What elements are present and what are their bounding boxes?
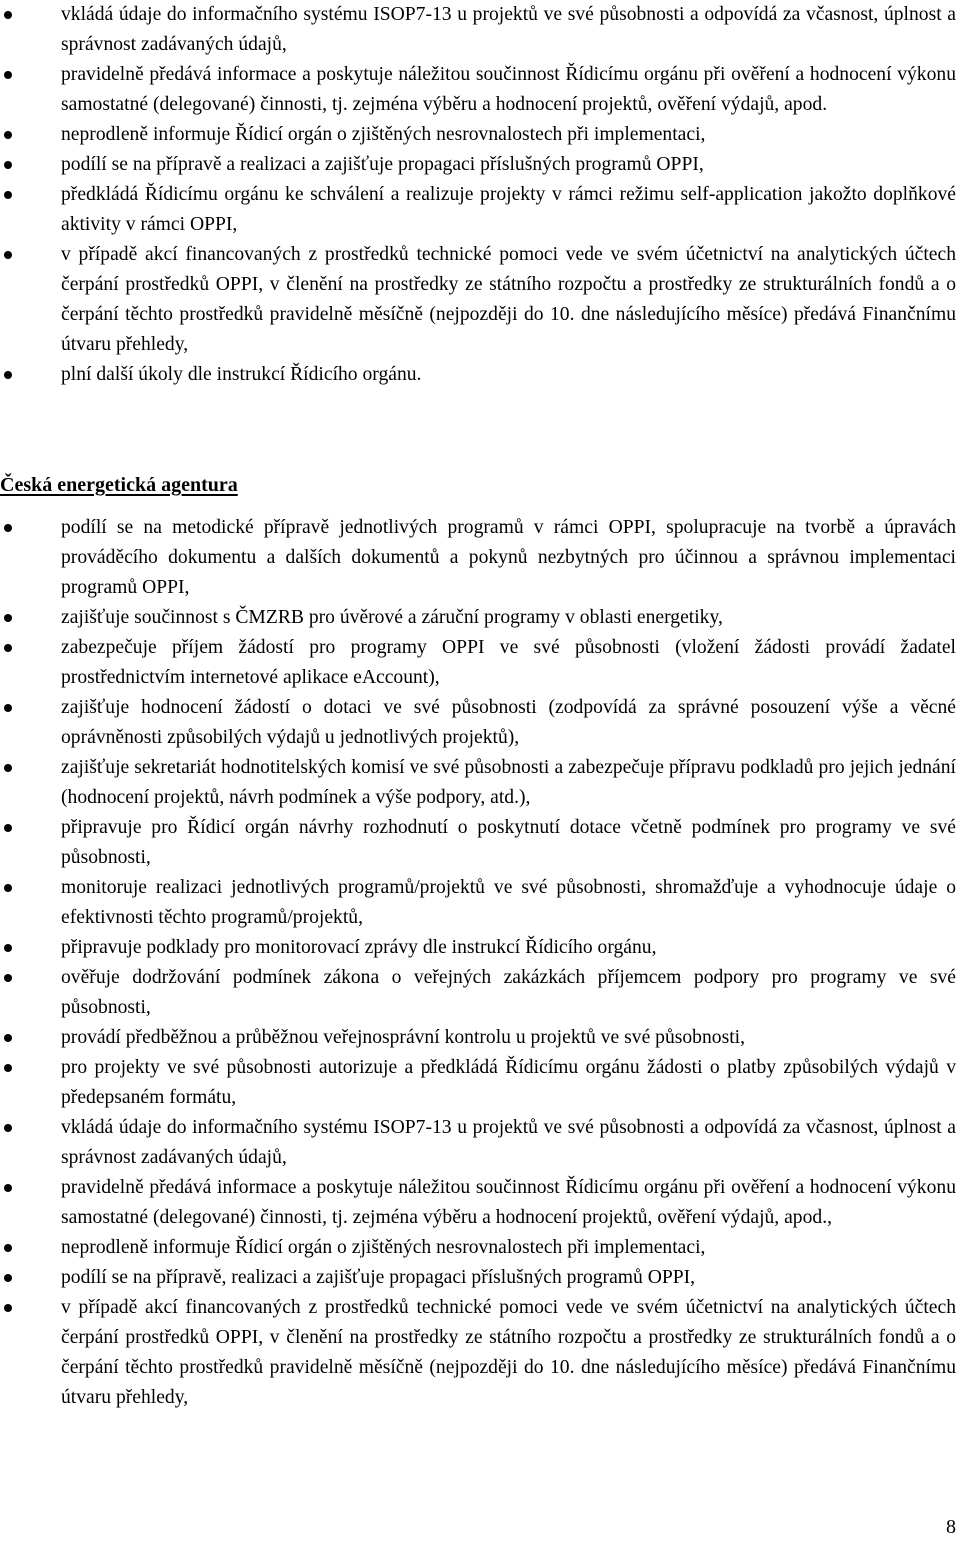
section-heading: Česká energetická agentura bbox=[0, 474, 238, 496]
list-item bbox=[0, 1173, 960, 1233]
list-item-text: podílí se na metodické přípravě jednotlivých programů v rámci OPPI, spolupracuje na tvorbě a úpravách prováděcího dokumentu a dalších dokumentů a pokynů nezbytných pro účinnou a správnou implementaci programů OPPI, bbox=[61, 517, 956, 598]
responsibilities-list-top bbox=[0, 0, 960, 390]
list-item bbox=[0, 513, 960, 603]
bullet-icon bbox=[4, 873, 14, 903]
list-item bbox=[0, 873, 960, 933]
list-item-text: pravidelně předává informace a poskytuje náležitou součinnost Řídicímu orgánu při ověření a hodnocení výkonu samostatné (delegované) činnosti, tj. zejména výběru a hodnocení projektů, ověření výdajů, apod. bbox=[61, 64, 956, 115]
list-item-text: pravidelně předává informace a poskytuje náležitou součinnost Řídicímu orgánu při ověření a hodnocení výkonu samostatné (delegované) činnosti, tj. zejména výběru a hodnocení projektů, ověření výdajů, apod., bbox=[61, 1177, 956, 1228]
list-item-text: plní další úkoly dle instrukcí Řídicího orgánu. bbox=[61, 364, 422, 385]
list-item-text: podílí se na přípravě, realizaci a zajišťuje propagaci příslušných programů OPPI, bbox=[61, 1267, 696, 1288]
bullet-icon bbox=[4, 1293, 14, 1323]
list-item-text: připravuje pro Řídicí orgán návrhy rozhodnutí o poskytnutí dotace včetně podmínek pro programy ve své působnosti, bbox=[61, 817, 956, 868]
list-item bbox=[0, 753, 960, 813]
list-item bbox=[0, 60, 960, 120]
list-item-text: monitoruje realizaci jednotlivých programů/projektů ve své působnosti, shromažďuje a vyhodnocuje údaje o efektivnosti těchto programů/projektů, bbox=[61, 877, 956, 928]
list-item bbox=[0, 1233, 960, 1263]
list-item bbox=[0, 603, 960, 633]
bullet-icon bbox=[4, 513, 14, 543]
list-item bbox=[0, 360, 960, 390]
list-item bbox=[0, 1053, 960, 1113]
bullet-icon bbox=[4, 1053, 14, 1083]
list-item bbox=[0, 240, 960, 360]
list-item bbox=[0, 1263, 960, 1293]
list-item bbox=[0, 693, 960, 753]
list-item-text: v případě akcí financovaných z prostředků technické pomoci vede ve svém účetnictví na analytických účtech čerpání prostředků OPPI, v členění na prostředky ze státního rozpočtu a prostředky ze strukturálních fondů a o čerpání těchto prostředků pravidelně měsíčně (nejpozději do 10. dne následujícího měsíce) předává Finančnímu útvaru přehledy, bbox=[61, 244, 956, 355]
bullet-icon bbox=[4, 933, 14, 963]
bullet-icon bbox=[4, 60, 14, 90]
page-number: 8 bbox=[946, 1516, 956, 1538]
list-item-text: připravuje podklady pro monitorovací zprávy dle instrukcí Řídicího orgánu, bbox=[61, 937, 657, 958]
list-item bbox=[0, 933, 960, 963]
list-item-text: pro projekty ve své působnosti autorizuje a předkládá Řídicímu orgánu žádosti o platby způsobilých výdajů v předepsaném formátu, bbox=[61, 1057, 956, 1108]
list-item-text: vkládá údaje do informačního systému ISOP7-13 u projektů ve své působnosti a odpovídá za včasnost, úplnost a správnost zadávaných údajů, bbox=[61, 4, 956, 55]
list-item-text: neprodleně informuje Řídicí orgán o zjištěných nesrovnalostech při implementaci, bbox=[61, 1237, 706, 1258]
list-item-text: provádí předběžnou a průběžnou veřejnosprávní kontrolu u projektů ve své působnosti, bbox=[61, 1027, 745, 1048]
bullet-icon bbox=[4, 753, 14, 783]
bullet-icon bbox=[4, 1173, 14, 1203]
list-item bbox=[0, 1293, 960, 1413]
list-item bbox=[0, 180, 960, 240]
list-item-text: zajišťuje hodnocení žádostí o dotaci ve své působnosti (zodpovídá za správné posouzení výše a věcné oprávněnosti způsobilých výdajů u jednotlivých projektů), bbox=[61, 697, 956, 748]
list-item bbox=[0, 0, 960, 60]
bullet-icon bbox=[4, 150, 14, 180]
bullet-icon bbox=[4, 120, 14, 150]
bullet-icon bbox=[4, 0, 14, 30]
responsibilities-list-energy-agency bbox=[0, 513, 960, 1413]
bullet-icon bbox=[4, 693, 14, 723]
bullet-icon bbox=[4, 1233, 14, 1263]
bullet-icon bbox=[4, 813, 14, 843]
list-item-text: zajišťuje sekretariát hodnotitelských komisí ve své působnosti a zabezpečuje přípravu podkladů pro jejich jednání (hodnocení projektů, návrh podmínek a výše podpory, atd.), bbox=[61, 757, 956, 808]
list-item-text: v případě akcí financovaných z prostředků technické pomoci vede ve svém účetnictví na analytických účtech čerpání prostředků OPPI, v členění na prostředky ze státního rozpočtu a prostředky ze strukturálních fondů a o čerpání těchto prostředků pravidelně měsíčně (nejpozději do 10. dne následujícího měsíce) předává Finančnímu útvaru přehledy, bbox=[61, 1297, 956, 1408]
bullet-icon bbox=[4, 603, 14, 633]
list-item-text: zabezpečuje příjem žádostí pro programy OPPI ve své působnosti (vložení žádosti provádí žadatel prostřednictvím internetové aplikace eAccount), bbox=[61, 637, 956, 688]
list-item bbox=[0, 1023, 960, 1053]
list-item bbox=[0, 963, 960, 1023]
list-item-text: ověřuje dodržování podmínek zákona o veřejných zakázkách příjemcem podpory pro programy ve své působnosti, bbox=[61, 967, 956, 1018]
list-item-text: vkládá údaje do informačního systému ISOP7-13 u projektů ve své působnosti a odpovídá za včasnost, úplnost a správnost zadávaných údajů, bbox=[61, 1117, 956, 1168]
bullet-icon bbox=[4, 1263, 14, 1293]
list-item bbox=[0, 813, 960, 873]
list-item bbox=[0, 1113, 960, 1173]
list-item bbox=[0, 633, 960, 693]
list-item bbox=[0, 120, 960, 150]
list-item bbox=[0, 150, 960, 180]
list-item-text: podílí se na přípravě a realizaci a zajišťuje propagaci příslušných programů OPPI, bbox=[61, 154, 704, 175]
bullet-icon bbox=[4, 963, 14, 993]
bullet-icon bbox=[4, 360, 14, 390]
list-item-text: předkládá Řídicímu orgánu ke schválení a realizuje projekty v rámci režimu self-application jakožto doplňkové aktivity v rámci OPPI, bbox=[61, 184, 956, 235]
bullet-icon bbox=[4, 633, 14, 663]
list-item-text: neprodleně informuje Řídicí orgán o zjištěných nesrovnalostech při implementaci, bbox=[61, 124, 706, 145]
bullet-icon bbox=[4, 1113, 14, 1143]
bullet-icon bbox=[4, 1023, 14, 1053]
bullet-icon bbox=[4, 240, 14, 270]
bullet-icon bbox=[4, 180, 14, 210]
list-item-text: zajišťuje součinnost s ČMZRB pro úvěrové a záruční programy v oblasti energetiky, bbox=[61, 607, 723, 628]
